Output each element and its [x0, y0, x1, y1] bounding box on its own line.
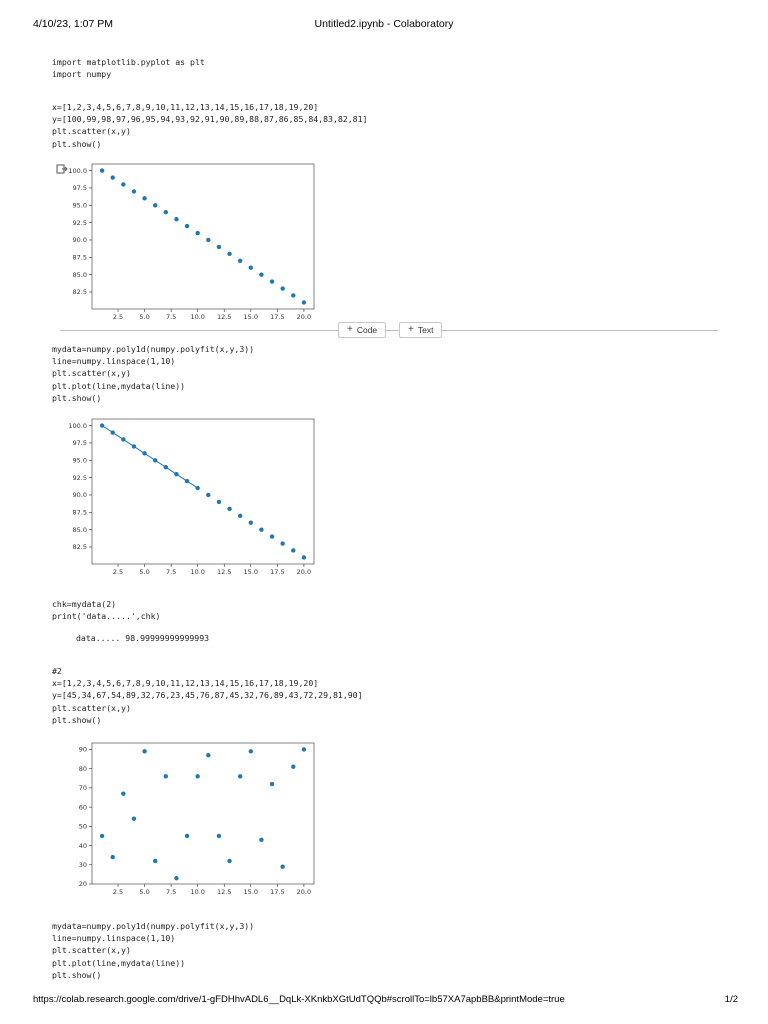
y-tick-label: 97.5 — [72, 439, 87, 448]
code-cell-scatter-2[interactable]: #2 x=[1,2,3,4,5,6,7,8,9,10,11,12,13,14,15,16,17,18,19,20] y=[45,34,67,54,89,32,76,23,45,76,87,45,32,76,89,43,72,29,81,90] plt.scatter(x,y) plt.show() — [52, 666, 363, 725]
data-point — [111, 430, 115, 434]
data-point — [206, 493, 210, 497]
data-point — [100, 834, 104, 838]
data-point — [132, 444, 136, 448]
add-text-label: Text — [417, 325, 434, 335]
data-point — [185, 224, 189, 228]
plot-frame — [92, 743, 314, 884]
data-point — [249, 749, 253, 753]
data-point — [153, 859, 157, 863]
data-point — [227, 507, 231, 511]
data-point — [238, 259, 242, 263]
data-point — [164, 774, 168, 778]
y-tick-label: 92.5 — [72, 473, 87, 482]
data-point — [164, 210, 168, 214]
data-point — [270, 534, 274, 538]
y-tick-label: 97.5 — [72, 184, 87, 193]
data-point — [121, 182, 125, 186]
data-point — [206, 238, 210, 242]
x-tick-label: 20.0 — [296, 888, 312, 896]
x-tick-label: 5.0 — [139, 568, 150, 576]
x-tick-label: 12.5 — [217, 313, 232, 321]
data-point — [291, 548, 295, 552]
y-tick-label: 85.0 — [72, 270, 87, 279]
data-point — [259, 838, 263, 842]
data-point — [270, 782, 274, 786]
y-tick-label: 40 — [78, 841, 87, 850]
x-tick-label: 17.5 — [270, 568, 285, 576]
y-tick-label: 87.5 — [72, 253, 87, 262]
plot-frame — [92, 164, 314, 309]
data-point — [142, 749, 146, 753]
x-tick-label: 2.5 — [112, 888, 124, 896]
data-point — [249, 266, 253, 270]
x-tick-label: 7.5 — [165, 888, 177, 896]
data-point — [132, 816, 136, 820]
x-tick-label: 17.5 — [270, 313, 285, 321]
page-url: https://colab.research.google.com/drive/1-gFDHhvADL6__DqLk-XKnkbXGtUdTQQb#scrollTo=lb57XA7apbBB&printMode=true — [33, 994, 565, 1005]
scatter-plot-fit-1 — [60, 413, 330, 581]
code-cell-scatter-1[interactable]: x=[1,2,3,4,5,6,7,8,9,10,11,12,13,14,15,16,17,18,19,20] y=[100,99,98,97,96,95,94,93,92,91,90,89,88,87,86,85,84,83,82,81] plt.scatter(x,y) plt.show() — [52, 102, 368, 149]
x-tick-label: 17.5 — [270, 888, 285, 896]
code-cell-polyfit-2[interactable]: mydata=numpy.poly1d(numpy.polyfit(x,y,3)) line=numpy.linspace(1,10) plt.scatter(x,y) plt.plot(line,mydata(line)) plt.show() — [52, 921, 255, 980]
data-point — [111, 855, 115, 859]
y-tick-label: 82.5 — [72, 543, 87, 552]
data-point — [227, 252, 231, 256]
data-point — [142, 196, 146, 200]
x-tick-label: 2.5 — [112, 313, 124, 321]
data-point — [164, 465, 168, 469]
data-point — [100, 168, 104, 172]
data-point — [185, 479, 189, 483]
data-point — [238, 514, 242, 518]
y-tick-label: 95.0 — [72, 456, 87, 465]
code-cell-imports[interactable]: import matplotlib.pyplot as plt import numpy — [52, 57, 205, 80]
add-code-label: Code — [356, 325, 378, 335]
x-tick-label: 7.5 — [165, 313, 177, 321]
data-point — [195, 774, 199, 778]
x-tick-label: 15.0 — [243, 313, 259, 321]
data-point — [195, 231, 199, 235]
data-point — [302, 747, 306, 751]
y-tick-label: 85.0 — [72, 525, 87, 534]
data-point — [153, 458, 157, 462]
data-point — [227, 859, 231, 863]
data-point — [174, 876, 178, 880]
data-point — [280, 541, 284, 545]
data-point — [270, 279, 274, 283]
x-tick-label: 12.5 — [217, 568, 232, 576]
add-code-button[interactable] — [338, 322, 386, 338]
x-tick-label: 5.0 — [139, 888, 150, 896]
data-point — [121, 437, 125, 441]
x-tick-label: 15.0 — [243, 888, 259, 896]
x-tick-label: 10.0 — [190, 568, 205, 576]
y-tick-label: 100.0 — [68, 166, 87, 175]
x-tick-label: 10.0 — [190, 313, 205, 321]
data-point — [291, 765, 295, 769]
data-point — [111, 175, 115, 179]
data-point — [217, 500, 221, 504]
y-tick-label: 70 — [78, 784, 87, 793]
y-tick-label: 90.0 — [72, 236, 87, 245]
scatter-plot-1 — [60, 158, 330, 326]
data-point — [185, 834, 189, 838]
x-tick-label: 5.0 — [139, 313, 150, 321]
cell-divider — [60, 330, 718, 331]
data-point — [302, 555, 306, 559]
data-point — [259, 272, 263, 276]
data-point — [174, 217, 178, 221]
x-tick-label: 20.0 — [296, 313, 312, 321]
page-number: 1/2 — [724, 994, 738, 1005]
code-cell-check[interactable]: chk=mydata(2) print('data.....',chk) — [52, 599, 161, 622]
plus-icon: + — [347, 324, 353, 335]
cell-output-text: data..... 98.99999999999993 — [76, 633, 210, 643]
data-point — [195, 486, 199, 490]
scatter-plot-2 — [60, 737, 330, 901]
plus-icon: + — [408, 324, 414, 335]
data-point — [249, 521, 253, 525]
y-tick-label: 50 — [78, 822, 87, 831]
data-point — [206, 753, 210, 757]
data-point — [121, 791, 125, 795]
x-tick-label: 12.5 — [217, 888, 232, 896]
data-point — [302, 300, 306, 304]
y-tick-label: 95.0 — [72, 201, 87, 210]
data-point — [280, 286, 284, 290]
data-point — [238, 774, 242, 778]
data-point — [217, 834, 221, 838]
x-tick-label: 10.0 — [190, 888, 205, 896]
data-point — [100, 423, 104, 427]
x-tick-label: 7.5 — [165, 568, 177, 576]
x-tick-label: 15.0 — [243, 568, 259, 576]
y-tick-label: 20 — [78, 880, 87, 889]
y-tick-label: 100.0 — [68, 421, 87, 430]
data-point — [291, 293, 295, 297]
y-tick-label: 90 — [78, 745, 87, 754]
data-point — [142, 451, 146, 455]
add-text-button[interactable] — [399, 322, 442, 338]
y-tick-label: 60 — [78, 803, 87, 812]
page-title: Untitled2.ipynb - Colaboratory — [314, 18, 454, 30]
data-point — [280, 864, 284, 868]
data-point — [259, 527, 263, 531]
y-tick-label: 92.5 — [72, 218, 87, 227]
data-point — [217, 245, 221, 249]
data-point — [132, 189, 136, 193]
x-tick-label: 20.0 — [296, 568, 312, 576]
y-tick-label: 82.5 — [72, 288, 87, 297]
data-point — [153, 203, 157, 207]
print-date: 4/10/23, 1:07 PM — [33, 18, 113, 30]
y-tick-label: 30 — [78, 860, 87, 869]
code-cell-polyfit-1[interactable]: mydata=numpy.poly1d(numpy.polyfit(x,y,3)) line=numpy.linspace(1,10) plt.scatter(x,y) plt.plot(line,mydata(line)) plt.show() — [52, 344, 255, 403]
data-point — [174, 472, 178, 476]
y-tick-label: 80 — [78, 764, 87, 773]
y-tick-label: 87.5 — [72, 508, 87, 517]
y-tick-label: 90.0 — [72, 491, 87, 500]
x-tick-label: 2.5 — [112, 568, 124, 576]
